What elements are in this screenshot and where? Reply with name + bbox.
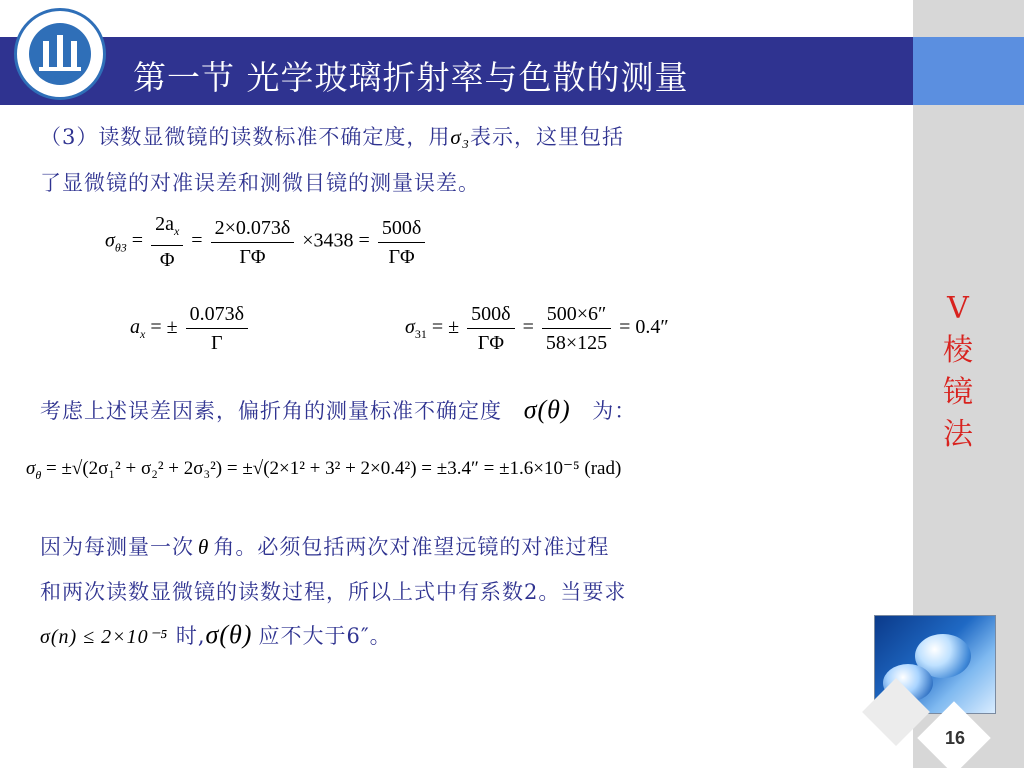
eq2-lhs-sub: x [140, 327, 146, 342]
eq2-eq: = ± [150, 316, 178, 339]
eq4-lhs: σ [26, 458, 36, 479]
eq3-result: = 0.4″ [619, 316, 669, 339]
para3-text-c: 时, [175, 624, 206, 648]
eq4-rest: = ±√(2σ₁² + σ₂² + 2σ₃²) = ±√(2×1² + 3² + 2×0.4²) = ±3.4″ = ±1.6×10⁻⁵ (rad) [46, 458, 622, 479]
para1-line2: 了显微镜的对准误差和测微目镜的测量误差。 [40, 171, 480, 195]
eq2-frac: $\frac{0.073\delta}{\Gamma}$ [186, 300, 248, 357]
para2-text-a: 考虑上述误差因素，偏折角的测量标准不确定度 [40, 399, 502, 423]
equation-sigma31: $\sigma_{31}$ = ± $\frac{500\delta}{\Gamma\Phi}$ = $\frac{500\times 6''}{58\times 125}$ = 0.4″ [405, 300, 669, 357]
page-number: 16 [944, 728, 966, 748]
page-title: 第一节 光学玻璃折射率与色散的测量 [133, 58, 689, 97]
equation-ax [130, 300, 251, 357]
para2-text-b: 为： [592, 399, 637, 423]
para2-sigma: σ(θ) [523, 395, 571, 424]
para3-line2: 和两次读数显微镜的读数过程，所以上式中有系数2。当要求 [40, 580, 627, 604]
eq1-mult: ×3438 = [302, 229, 370, 252]
title-accent-block [913, 37, 1024, 105]
para1-text-a: （3）读数显微镜的读数标准不确定度，用 [40, 125, 451, 149]
para3-text-a: 因为每测量一次 [40, 535, 194, 559]
eq1-frac1: $\frac{2a_x}{\Phi}$ [151, 210, 183, 274]
para3-condition: σ(n) ≤ 2×10⁻⁵ [40, 626, 169, 648]
eq3-lhs: σ [405, 316, 415, 339]
para3-line3 [40, 620, 392, 650]
para3-theta: θ [198, 535, 210, 559]
eq3-lhs-sub: 31 [414, 327, 427, 342]
eq1-lhs-sub: θ3 [114, 240, 127, 255]
eq2-lhs: a [130, 316, 140, 339]
top-strip [0, 0, 913, 37]
eq1-frac2: $\frac{2\times 0.073\delta}{\Gamma\Phi}$ [211, 214, 295, 271]
logo-year: 1958 [47, 75, 73, 85]
para1-text-b: 表示，这里包括 [470, 125, 625, 149]
section-label: V 棱 镜 法 [943, 291, 973, 452]
para1-line1 [40, 121, 624, 151]
eq3-frac1: $\frac{500\delta}{\Gamma\Phi}$ [467, 300, 514, 357]
equation-sigma-theta3: $\sigma_{\theta 3}$ = $\frac{2a_x}{\Phi}$ = $\frac{2\times 0.073\delta}{\Gamma\Phi}$ ×3438 = $\frac{500\delta}{\Gamma\Phi}$ [105, 210, 428, 274]
para3-text-d: 应不大于6″。 [258, 624, 392, 648]
equation-sigma-theta [26, 457, 621, 483]
para2-line [40, 395, 636, 425]
eq1-frac3: $\frac{500\delta}{\Gamma\Phi}$ [378, 214, 425, 271]
para3-text-b: 角。必须包括两次对准望远镜的对准过程 [213, 535, 610, 559]
para1-sigma3: σ₃ [450, 125, 471, 149]
eq3-eq: = ± [431, 316, 460, 339]
para3-sigma: σ(θ) [205, 620, 253, 649]
eq1-lhs: σ [105, 229, 115, 252]
eq4-lhs-sub: θ [35, 467, 42, 482]
university-logo [14, 8, 106, 100]
eq3-frac2: $\frac{500\times 6''}{58\times 125}$ [542, 300, 611, 357]
para3-line1 [40, 531, 609, 561]
